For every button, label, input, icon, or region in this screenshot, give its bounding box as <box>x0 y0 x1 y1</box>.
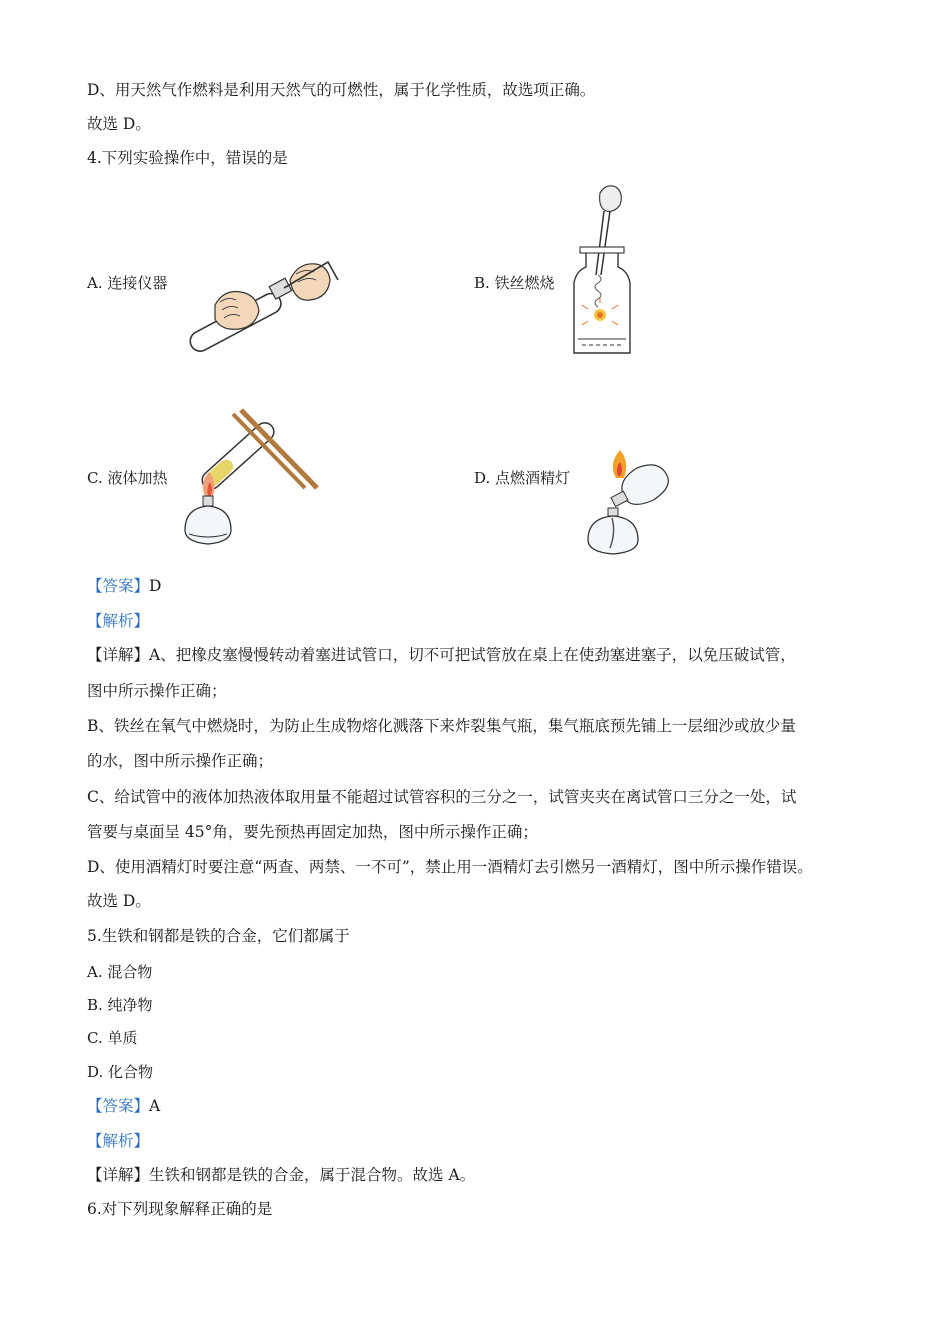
q5-option-a: A. 混合物 <box>87 963 153 981</box>
iron-wire-burning-illustration <box>568 183 643 358</box>
q4-answer-tag: 【答案】 <box>87 577 150 595</box>
q4-detail-a-2: 图中所示操作正确； <box>87 682 227 700</box>
connect-apparatus-illustration <box>180 250 345 360</box>
q4-answer-row <box>87 576 161 596</box>
q4-detail-a-1 <box>87 645 796 665</box>
q4-option-c-label: C. 液体加热 <box>87 469 168 487</box>
q4-option-a-label: A. 连接仪器 <box>87 274 168 292</box>
q4-answer: D <box>149 577 162 595</box>
q4-option-d-label: D. 点燃酒精灯 <box>474 469 571 487</box>
q5-answer: A <box>149 1097 161 1115</box>
q5-option-d: D. 化合物 <box>87 1063 154 1081</box>
q5-detail <box>87 1165 475 1185</box>
q3-option-d-explanation: D、用天然气作燃料是利用天然气的可燃性，属于化学性质，故选项正确。 <box>87 81 596 99</box>
q4-detail-b-1: B、铁丝在氧气中燃烧时，为防止生成物熔化溅落下来炸裂集气瓶，集气瓶底预先铺上一层细沙或放少量 <box>87 717 796 735</box>
q6-stem: 6.对下列现象解释正确的是 <box>87 1200 273 1218</box>
q4-analysis-tag: 【解析】 <box>87 612 150 630</box>
q5-detail-text: 生铁和钢都是铁的合金，属于混合物。故选 A。 <box>149 1166 476 1184</box>
q4-stem: 4.下列实验操作中，错误的是 <box>87 149 288 167</box>
q5-option-b: B. 纯净物 <box>87 996 153 1014</box>
q3-conclusion: 故选 D。 <box>87 115 151 133</box>
q4-option-b-label: B. 铁丝燃烧 <box>474 274 555 292</box>
q4-detail-c-1: C、给试管中的液体加热液体取用量不能超过试管容积的三分之一，试管夹夹在离试管口三分之一处，试 <box>87 788 797 806</box>
q4-detail-d: D、使用酒精灯时要注意“两查、两禁、一不可”，禁止用一酒精灯去引燃另一酒精灯，图中所示操作错误。 <box>87 858 813 876</box>
q5-answer-tag: 【答案】 <box>87 1097 150 1115</box>
liquid-heating-illustration <box>175 400 325 550</box>
q5-stem: 5.生铁和钢都是铁的合金，它们都属于 <box>87 927 350 945</box>
light-alcohol-lamp-illustration <box>582 448 682 558</box>
q5-option-c: C. 单质 <box>87 1029 138 1047</box>
q4-detail-b-2: 的水，图中所示操作正确； <box>87 752 274 770</box>
q5-answer-row <box>87 1096 160 1116</box>
q4-detail-a-text: A、把橡皮塞慢慢转动着塞进试管口，切不可把试管放在桌上在使劲塞进塞子，以免压破试管， <box>149 646 796 664</box>
q4-conclusion: 故选 D。 <box>87 892 151 910</box>
q4-detail-tag: 【详解】 <box>87 646 150 664</box>
q4-detail-c-2: 管要与桌面呈 45°角，要先预热再固定加热，图中所示操作正确； <box>87 823 538 841</box>
q5-analysis-tag: 【解析】 <box>87 1132 150 1150</box>
q5-detail-tag: 【详解】 <box>87 1166 150 1184</box>
